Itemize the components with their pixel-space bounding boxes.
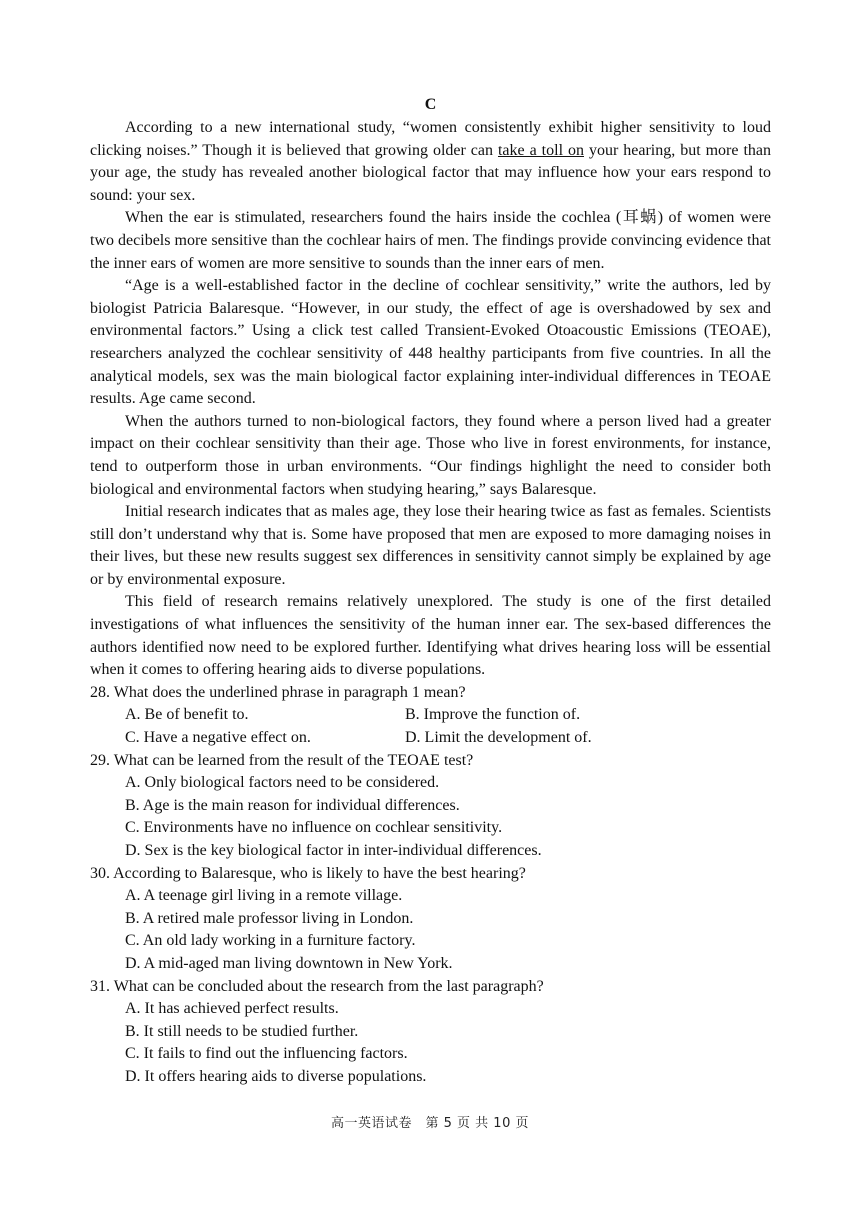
- passage-paragraph-6: This field of research remains relatively unexplored. The study is one of the first detailed investigations of what influences the sensitivity of the human inner ear. The sex-based differences the authors identified now need to be explored further. Identifying what drives hearing loss will be essential when it comes to offering hearing aids to diverse populations.: [90, 593, 771, 679]
- option-b: B. Age is the main reason for individual differences.: [125, 796, 460, 814]
- question-stem: 28. What does the underlined phrase in paragraph 1 mean?: [90, 683, 466, 701]
- option-d: D. Sex is the key biological factor in inter-individual differences.: [125, 842, 542, 859]
- option-a: A. It has achieved perfect results.: [125, 1000, 339, 1018]
- underlined-phrase: take a toll on: [497, 141, 584, 159]
- option-c: C. Have a negative effect on.: [125, 729, 311, 747]
- option-d: D. It offers hearing aids to diverse populations.: [125, 1067, 427, 1085]
- question-options: [90, 998, 771, 1088]
- question-stem: 31. What can be concluded about the research from the last paragraph?: [90, 977, 544, 995]
- passage-paragraph-4: When the authors turned to non-biological factors, they found where a person lived had a greater impact on their cochlear sensitivity than their age. Those who live in forest environments, for instance, tend to outperform those in urban environments. “Our findings highlight the need to consider both biological and environmental factors when studying hearing,” says Balaresque.: [90, 412, 771, 498]
- question-options: [90, 772, 771, 862]
- question-options: [90, 885, 771, 975]
- question-28: [90, 682, 771, 750]
- option-a: A. Be of benefit to.: [125, 706, 249, 724]
- option-b: B. It still needs to be studied further.: [125, 1022, 359, 1040]
- exam-page: [90, 94, 771, 1089]
- p1-text-after: your hearing, but more than your age, the study has revealed another biological factor that may influence how your ears respond to sound: your sex.: [90, 141, 772, 204]
- question-31: [90, 976, 771, 1089]
- question-options: [90, 704, 771, 749]
- passage-paragraph-3: “Age is a well-established factor in the decline of cochlear sensitivity,” write the authors, led by biologist Patricia Balaresque. “However, in our study, the effect of age is overshadowed by sex and environmental factors.” Using a click test called Transient-Evoked Otoacoustic Emissions (TEOAE), researchers analyzed the cochlear sensitivity of 448 healthy participants from five countries. In all the analytical models, sex was the main biological factor explaining inter-individual differences in TEOAE results. Age came second.: [90, 277, 771, 408]
- option-c: C. It fails to find out the influencing factors.: [125, 1045, 408, 1063]
- option-b: B. A retired male professor living in London.: [125, 909, 414, 927]
- passage-paragraph-1: [90, 117, 771, 207]
- option-b: B. Improve the function of.: [405, 706, 581, 724]
- question-stem: 30. According to Balaresque, who is likely to have the best hearing?: [90, 864, 526, 882]
- question-30: [90, 863, 771, 976]
- p1-text-before: According to a new international study, “women consistently exhibit higher sensitivity to loud clicking noises.” Though it is believed that growing older can: [90, 119, 771, 159]
- page-footer: 高一英语试卷 第 5 页 共 10 页: [331, 1116, 529, 1131]
- option-a: A. A teenage girl living in a remote village.: [125, 887, 403, 905]
- question-stem: 29. What can be learned from the result of the TEOAE test?: [90, 751, 474, 769]
- option-d: D. A mid-aged man living downtown in New York.: [125, 954, 453, 972]
- option-a: A. Only biological factors need to be considered.: [125, 774, 440, 792]
- question-29: [90, 750, 771, 863]
- option-d: D. Limit the development of.: [405, 729, 592, 747]
- passage-paragraph-5: Initial research indicates that as males age, they lose their hearing twice as fast as females. Scientists still don’t understand why that is. Some have proposed that men are exposed to more damaging noises in their lives, but these new results suggest sex differences in sensitivity cannot simply be explained by age or by environmental exposure.: [90, 503, 771, 588]
- passage-paragraph-2: When the ear is stimulated, researchers found the hairs inside the cochlea (耳蜗) of women were two decibels more sensitive than the cochlear hairs of men. The findings provide convincing evidence that the inner ears of women are more sensitive to sounds than the inner ears of men.: [90, 209, 771, 272]
- option-c: C. Environments have no influence on cochlear sensitivity.: [125, 819, 503, 837]
- section-title: C: [424, 96, 437, 113]
- option-c: C. An old lady working in a furniture factory.: [125, 932, 416, 950]
